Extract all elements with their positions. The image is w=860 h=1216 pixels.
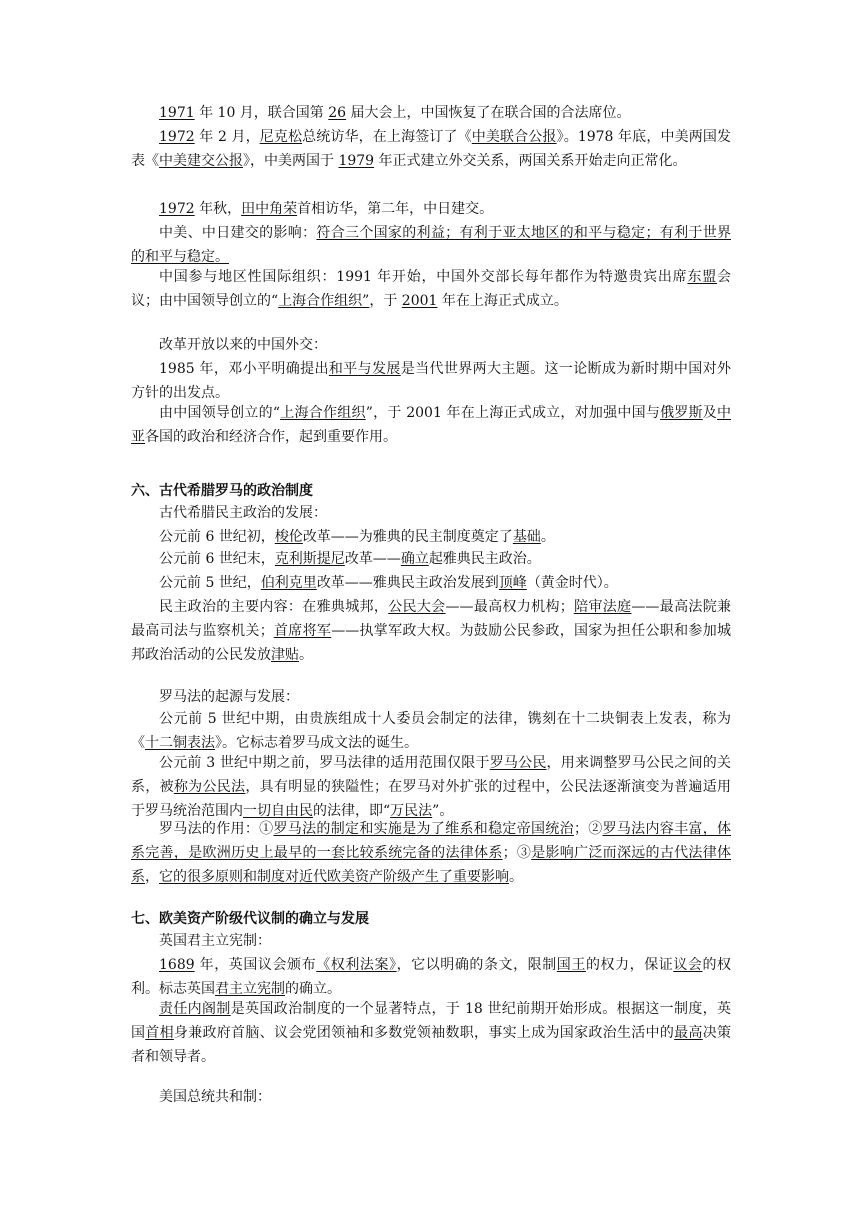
paragraph-roman-law-title: 罗马法的起源与发展： bbox=[159, 689, 299, 705]
underlined-term: 确立 bbox=[400, 551, 429, 567]
paragraph-reform-diplomacy-title: 改革开放以来的中国外交： bbox=[159, 337, 327, 353]
paragraph-solon: 公元前 6 世纪初，梭伦改革——为雅典的民主制度奠定了基础。 bbox=[159, 529, 555, 545]
paragraph-impact: 中美、中日建交的影响：符合三个国家的利益；有利于亚太地区的和平与稳定；有利于世界的和平与稳定。 bbox=[131, 225, 732, 265]
underlined-term: 中美联合公报 bbox=[471, 129, 557, 145]
underlined-term: 基础 bbox=[512, 529, 541, 545]
underlined-term: 它的很多原则和制度对近代欧美资产阶级产生了重要影响 bbox=[159, 869, 509, 885]
paragraph-roman-law-role: 罗马法的作用：①罗马法的制定和实施是为了维系和稳定帝国统治；②罗马法内容丰富，体系完善，是欧洲历史上最早的一套比较系统完备的法律体系；③是影响广泛而深远的古代法律体系，它的很多原则和制度对近代欧美资产阶级产生了重要影响。 bbox=[131, 821, 732, 885]
underlined-term: 26 bbox=[328, 105, 347, 121]
underlined-term: 尼克松 bbox=[259, 129, 303, 145]
underlined-term: 最高 bbox=[674, 1025, 703, 1041]
underlined-term: 万民法 bbox=[390, 803, 433, 819]
paragraph-un-seat: 1971 年 10 月，联合国第 26 届大会上，中国恢复了在联合国的合法席位。 bbox=[159, 105, 631, 121]
underlined-term: 伯利克里 bbox=[260, 575, 317, 591]
underlined-term: 1972 bbox=[159, 129, 195, 145]
paragraph-sino-japan: 1972 年秋，田中角荣首相访华，第二年，中日建交。 bbox=[159, 201, 494, 217]
underlined-term: 议会 bbox=[673, 957, 703, 973]
paragraph-regional-org: 中国参与地区性国际组织：1991 年开始，中国外交部长每年都作为特邀贵宾出席东盟会议；由中国领导创立的“上海合作组织”，于 2001 年在上海正式成立。 bbox=[131, 269, 732, 309]
underlined-term: 君主立宪制 bbox=[215, 981, 285, 997]
underlined-term: 顶峰 bbox=[498, 575, 527, 591]
section-heading-representative-system: 七、欧美资产阶级代议制的确立与发展 bbox=[131, 911, 369, 927]
underlined-term: 国王 bbox=[556, 957, 586, 973]
underlined-term: 罗马法内容丰富，体系完善，是欧洲历史上最早的一套比较系统完备的法律体系 bbox=[131, 821, 732, 861]
underlined-term: 中亚 bbox=[131, 405, 731, 445]
underlined-term: 首相 bbox=[145, 1025, 174, 1041]
underlined-term: 符合三个国家的利益；有利于亚太地区的和平与稳定；有利于世界的和平与稳定。 bbox=[131, 225, 732, 265]
underlined-term: 1972 bbox=[159, 201, 195, 217]
underlined-term: 俄罗斯 bbox=[660, 405, 703, 421]
underlined-term: 克利斯提尼 bbox=[274, 551, 345, 567]
underlined-term: 田中角荣 bbox=[241, 201, 298, 217]
paragraph-bill-of-rights: 1689 年，英国议会颁布《权利法案》，它以明确的条文，限制国王的权力，保证议会的权利。标志英国君主立宪制的确立。 bbox=[131, 957, 732, 997]
underlined-term: 和平与发展 bbox=[328, 361, 401, 377]
underlined-term: 称为公民法 bbox=[173, 779, 246, 795]
underlined-term: 津贴 bbox=[271, 647, 299, 663]
underlined-term: 中美建交公报 bbox=[159, 153, 243, 169]
underlined-term: 十二铜表法 bbox=[145, 735, 215, 751]
paragraph-civil-law: 公元前 3 世纪中期之前，罗马法律的适用范围仅限于罗马公民，用来调整罗马公民之间的关系，被称为公民法，具有明显的狭隘性；在罗马对外扩张的过程中，公民法逐渐演变为普遍适用于罗马统治范围内一切自由民的法律，即“万民法”。 bbox=[131, 755, 732, 819]
underlined-term: 罗马法的制定和实施是为了维系和稳定帝国统治 bbox=[273, 821, 574, 837]
underlined-term: 东盟 bbox=[687, 269, 718, 285]
underlined-term: 首席将军 bbox=[273, 623, 332, 639]
underlined-term: 1689 bbox=[159, 957, 195, 973]
underlined-term: 陪审法庭 bbox=[573, 599, 632, 615]
paragraph-us-presidential-title: 美国总统共和制： bbox=[159, 1089, 271, 1105]
underlined-term: 是影响广泛而深远的古代法律体系 bbox=[131, 845, 732, 885]
underlined-term: 责任内阁制 bbox=[159, 1001, 231, 1017]
paragraph-twelve-tables: 公元前 5 世纪中期，由贵族组成十人委员会制定的法律，镌刻在十二块铜表上发表，称为《十二铜表法》。它标志着罗马成文法的诞生。 bbox=[131, 711, 731, 751]
paragraph-uk-constitutional-title: 英国君主立宪制： bbox=[159, 933, 271, 949]
underlined-term: 上海合作组织” bbox=[278, 293, 370, 309]
paragraph-cabinet: 责任内阁制是英国政治制度的一个显著特点，于 18 世纪前期开始形成。根据这一制度，英国首相身兼政府首脑、议会党团领袖和多数党领袖数职，事实上成为国家政治生活中的最高决策者和领导者。 bbox=[131, 1001, 732, 1065]
underlined-term: 2001 bbox=[401, 293, 438, 309]
underlined-term: 1979 bbox=[338, 153, 375, 169]
paragraph-democracy-content: 民主政治的主要内容：在雅典城邦，公民大会——最高权力机构；陪审法庭——最高法院兼最高司法与监察机关；首席将军——执掌军政大权。为鼓励公民参政，国家为担任公职和参加城邦政治活动的公民发放津贴。 bbox=[131, 599, 732, 663]
paragraph-greek-democracy-title: 古代希腊民主政治的发展： bbox=[159, 505, 327, 521]
paragraph-cleisthenes: 公元前 6 世纪末，克利斯提尼改革——确立起雅典民主政治。 bbox=[159, 551, 541, 567]
underlined-term: 罗马公民 bbox=[489, 755, 547, 771]
underlined-term: 一切自由民 bbox=[243, 803, 313, 819]
underlined-term: 1971 bbox=[159, 105, 195, 121]
underlined-term: 上海合作组织 bbox=[280, 405, 366, 421]
underlined-term: 公民大会 bbox=[388, 599, 446, 615]
paragraph-sco: 由中国领导创立的“上海合作组织”，于 2001 年在上海正式成立，对加强中国与俄罗斯及中亚各国的政治和经济合作，起到重要作用。 bbox=[131, 405, 731, 445]
section-heading-greece-rome: 六、古代希腊罗马的政治制度 bbox=[131, 483, 313, 499]
paragraph-pericles: 公元前 5 世纪，伯利克里改革——雅典民主政治发展到顶峰（黄金时代）。 bbox=[159, 575, 618, 591]
underlined-term: 梭伦 bbox=[274, 529, 303, 545]
underlined-term: 《权利法案》 bbox=[316, 957, 397, 973]
paragraph-nixon-visit: 1972 年 2 月，尼克松总统访华，在上海签订了《中美联合公报》。1978 年底，中美两国发表《中美建交公报》，中美两国于 1979 年正式建立外交关系，两国关系开始走向正常化。 bbox=[131, 129, 731, 169]
paragraph-peace-development: 1985 年，邓小平明确提出和平与发展是当代世界两大主题。这一论断成为新时期中国对外方针的出发点。 bbox=[131, 361, 732, 401]
